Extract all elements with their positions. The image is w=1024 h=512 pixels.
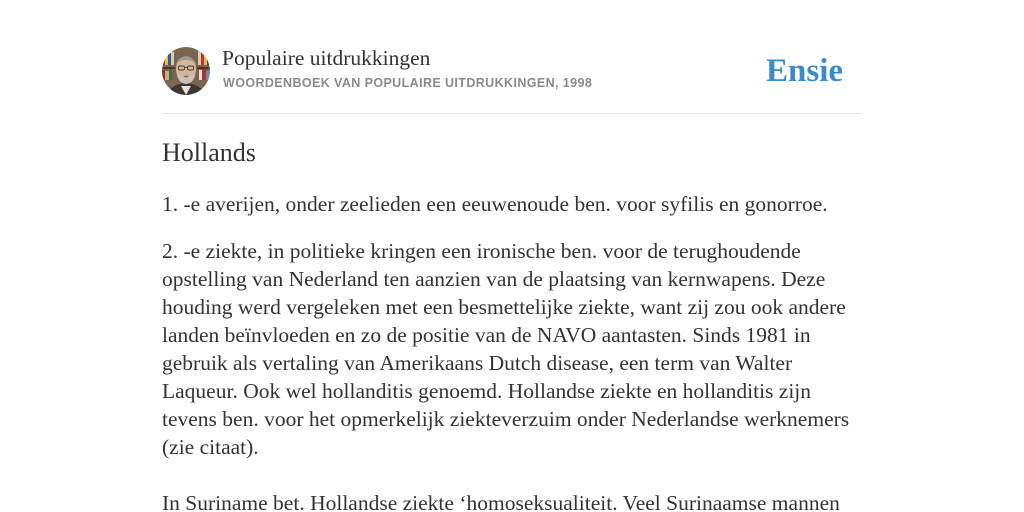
definition-line: houding werd vergeleken met een besmettelijke ziekte, want zij zou ook andere — [162, 295, 846, 319]
definition-line: In Suriname bet. Hollandse ziekte ‘homoseksualiteit. Veel Surinaamse mannen — [162, 491, 840, 512]
definition-line: gebruik als vertaling van Amerikaans Dutch disease, een term van Walter — [162, 351, 793, 375]
definition-line: opstelling van Nederland ten aanzien van de plaatsing van kernwapens. Deze — [162, 267, 826, 291]
definition-line: 2. -e ziekte, in politieke kringen een ironische ben. voor de terughoudende — [162, 239, 801, 263]
entry-title: Hollands — [162, 138, 256, 167]
definition-1 — [162, 190, 862, 218]
definition-2 — [162, 237, 862, 461]
definition-line: landen beïnvloeden en zo de positie van de NAVO aantasten. Sinds 1981 in — [162, 323, 811, 347]
definition-line: 1. -e averijen, onder zeelieden een eeuwenoude ben. voor syfilis en gonorroe. — [162, 192, 828, 216]
author-portrait-icon — [162, 47, 210, 95]
source-subtitle: WOORDENBOEK VAN POPULAIRE UITDRUKKINGEN, 1998 — [223, 76, 593, 90]
definition-2-continuation — [162, 489, 862, 512]
source-title-link[interactable]: Populaire uitdrukkingen — [222, 46, 431, 70]
definition-line: (zie citaat). — [162, 435, 259, 459]
header-divider — [162, 113, 862, 114]
author-avatar[interactable] — [162, 47, 210, 95]
definition-line: tevens ben. voor het opmerkelijk ziekteverzuim onder Nederlandse werknemers — [162, 407, 850, 431]
definition-line: Laqueur. Ook wel hollanditis genoemd. Hollandse ziekte en hollanditis zijn — [162, 379, 812, 403]
ensie-logo[interactable]: Ensie — [766, 53, 844, 89]
